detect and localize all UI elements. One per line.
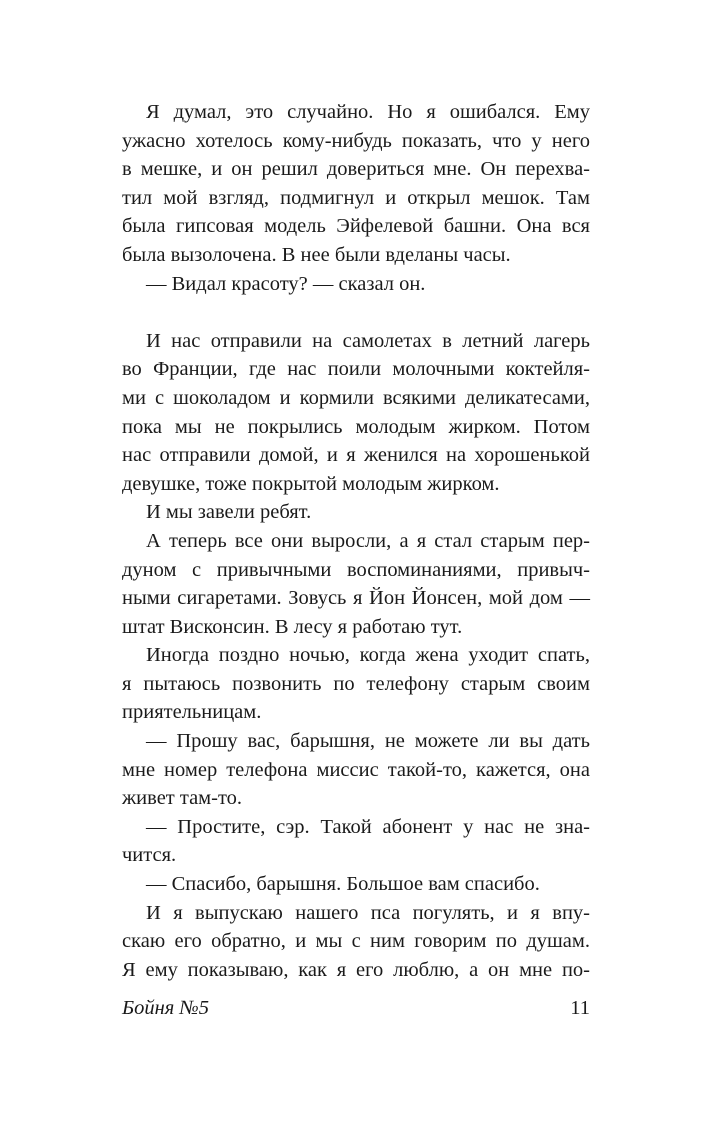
text-line: И мы завели ребят. [146, 501, 312, 524]
text-line: А теперь все они выросли, а я стал старым пер- [146, 529, 590, 552]
paragraph [122, 899, 590, 985]
text-line: была гипсовая модель Эйфелевой башни. Она вся [122, 215, 590, 238]
text-line: скаю его обратно, и мы с ним говорим по душам. [122, 930, 590, 953]
text-line: ми с шоколадом и кормили всякими деликатесами, [122, 386, 590, 409]
text-line: Я ему показываю, как я его люблю, а он мне по- [122, 958, 590, 981]
text-line: штат Висконсин. В лесу я работаю тут. [122, 615, 463, 638]
text-line: пока мы не покрылись молодым жирком. Потом [122, 415, 590, 438]
section-break [122, 298, 590, 327]
text-line: была вызолочена. В нее были вделаны часы. [122, 243, 511, 266]
text-line: ужасно хотелось кому-нибудь показать, что у него [122, 129, 590, 152]
text-line: дуном с привычными воспоминаниями, привыч- [122, 558, 590, 581]
text-line: И нас отправили на самолетах в летний лагерь [146, 329, 590, 352]
text-line: — Спасибо, барышня. Большое вам спасибо. [146, 873, 540, 896]
paragraph [122, 527, 590, 641]
text-line: мне номер телефона миссис такой-то, кажется, она [122, 758, 590, 781]
body-text [122, 98, 590, 984]
text-line: приятельницам. [122, 701, 262, 724]
paragraph [122, 870, 590, 899]
text-line: Я думал, это случайно. Но я ошибался. Ему [146, 101, 590, 123]
text-line: нас отправили домой, и я женился на хорошенькой [122, 444, 590, 467]
paragraph [122, 327, 590, 499]
text-line: тил мой взгляд, подмигнул и открыл мешок. Там [122, 186, 590, 209]
page-number: 11 [570, 997, 590, 1019]
text-line: — Прошу вас, барышня, не можете ли вы дать [146, 730, 590, 753]
text-line: чится. [122, 844, 177, 867]
text-line: живет там-то. [122, 787, 243, 810]
paragraph [122, 641, 590, 727]
text-line: я пытаюсь позвонить по телефону старым своим [122, 672, 590, 695]
text-line: Иногда поздно ночью, когда жена уходит спать, [146, 644, 590, 667]
paragraph [122, 727, 590, 813]
text-line: — Простите, сэр. Такой абонент у нас не зна- [146, 815, 590, 838]
text-line: ными сигаретами. Зовусь я Йон Йонсен, мой дом — [122, 587, 590, 610]
paragraph [122, 270, 590, 299]
paragraph [122, 498, 590, 527]
text-line: девушке, тоже покрытой молодым жирком. [122, 472, 500, 495]
running-footer-title: Бойня №5 [122, 997, 209, 1019]
text-line: И я выпускаю нашего пса погулять, и я впу- [146, 901, 590, 924]
text-line: в мешке, и он решил довериться мне. Он перехва- [122, 158, 590, 181]
paragraph [122, 98, 590, 270]
text-line: — Видал красоту? — сказал он. [146, 272, 426, 295]
text-line: во Франции, где нас поили молочными коктейля- [122, 358, 590, 381]
paragraph [122, 813, 590, 870]
